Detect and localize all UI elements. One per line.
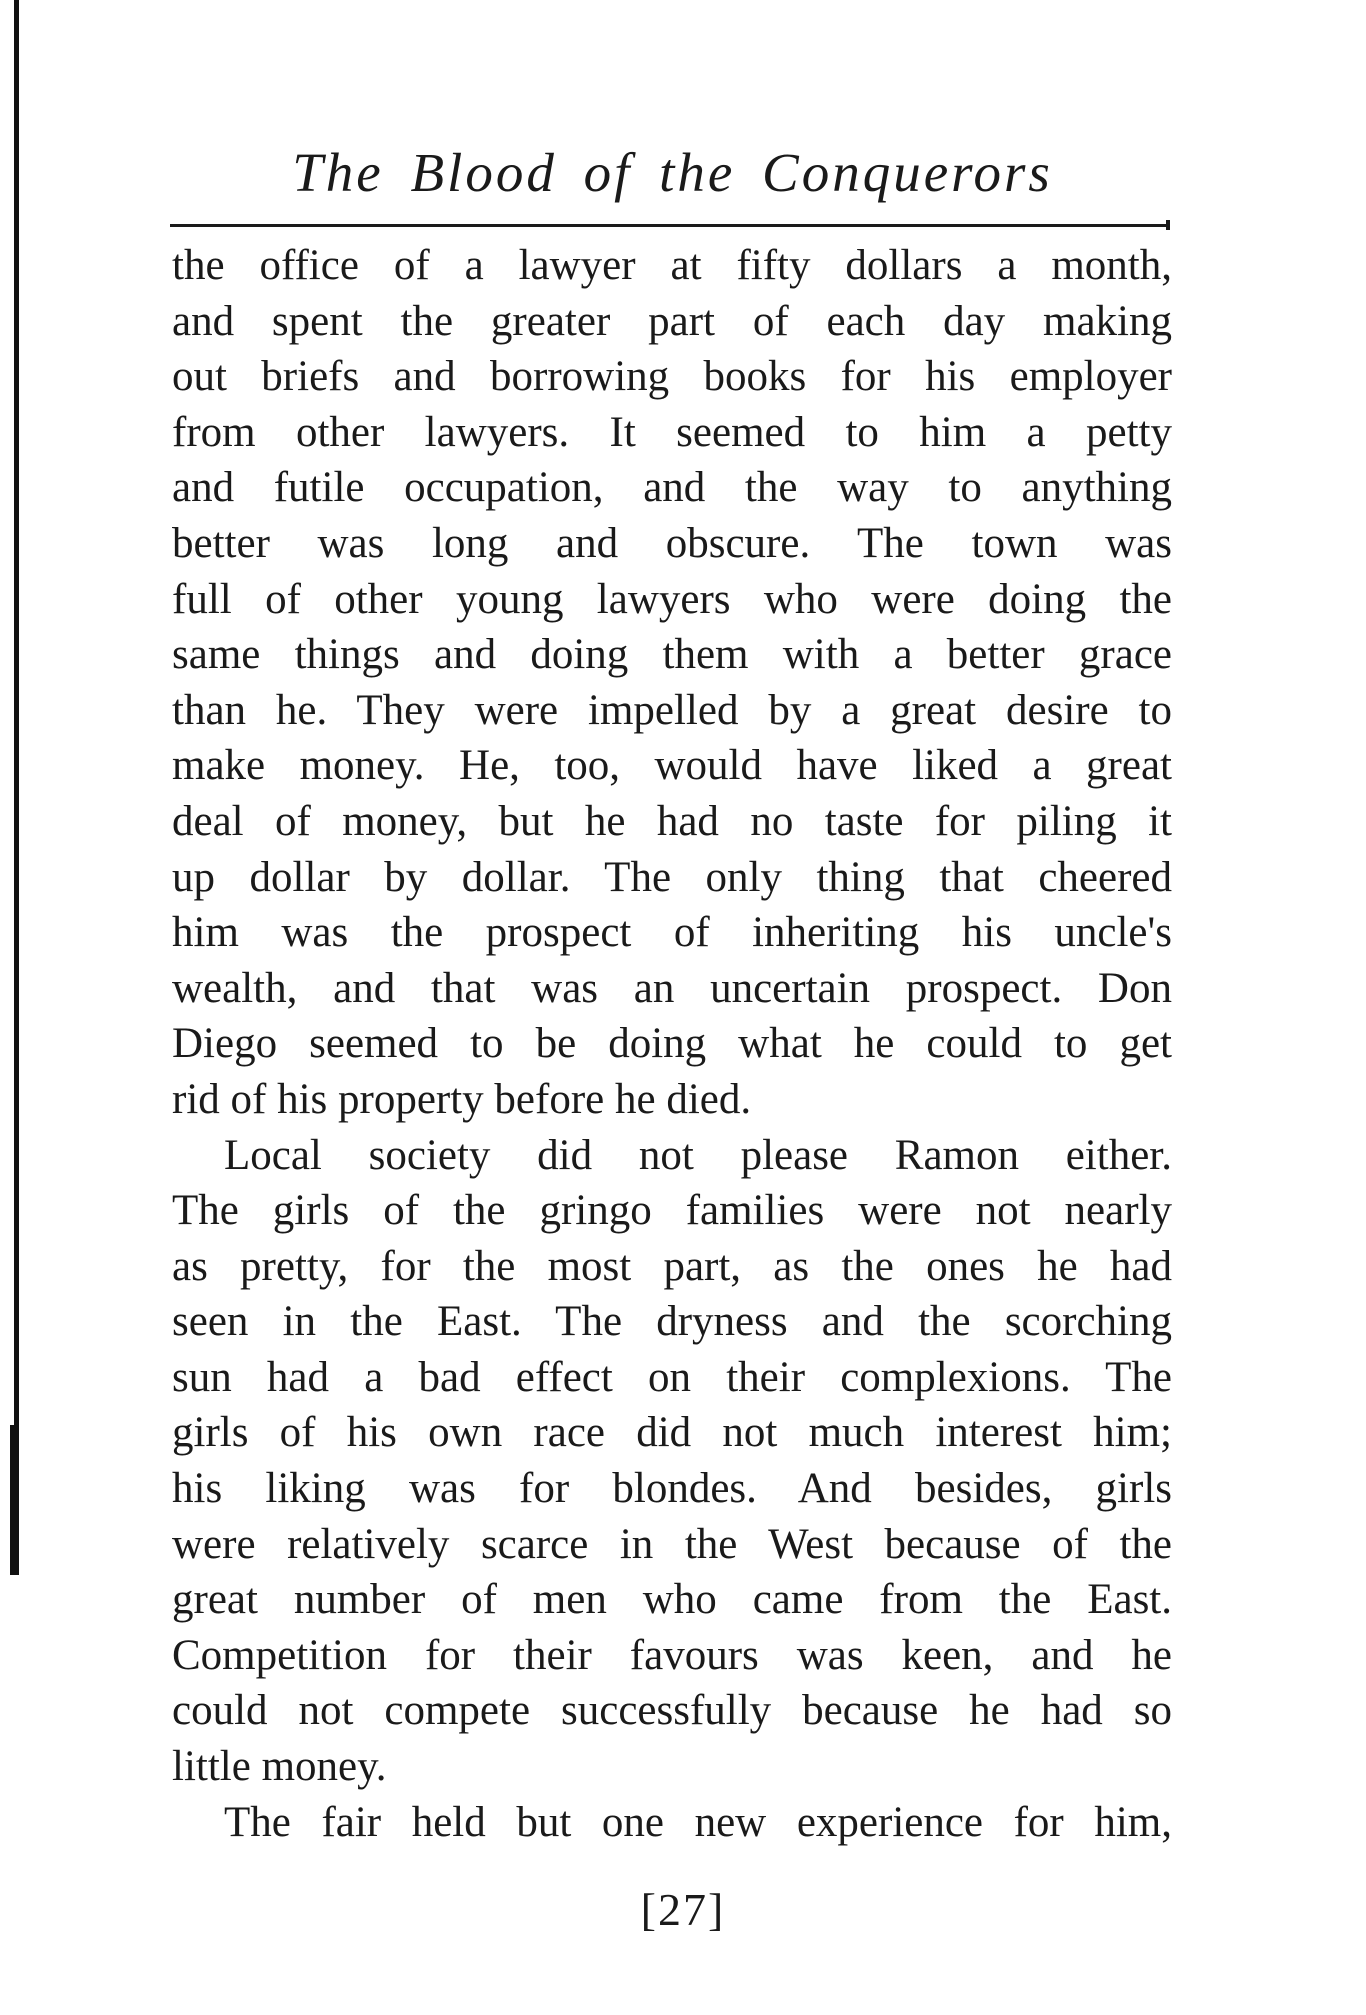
running-head: The Blood of the Conquerors (292, 142, 1053, 203)
text-line: little money. (172, 1743, 387, 1791)
text-line: Competition for their favours was keen, and he (172, 1631, 1172, 1679)
text-line: as pretty, for the most part, as the ones he had (172, 1242, 1172, 1290)
text-line: make money. He, too, would have liked a great (172, 742, 1172, 790)
text-line: Local society did not please Ramon either. (224, 1131, 1172, 1179)
header-rule (170, 224, 1170, 227)
text-line: deal of money, but he had no taste for piling it (172, 797, 1172, 845)
text-line: same things and doing them with a better grace (172, 631, 1172, 679)
text-line: out briefs and borrowing books for his employer (172, 353, 1172, 401)
text-line: his liking was for blondes. And besides, girls (172, 1465, 1172, 1513)
text-line: than he. They were impelled by a great desire to (172, 686, 1172, 734)
text-line: the office of a lawyer at fifty dollars a month, (172, 242, 1172, 289)
text-line: and futile occupation, and the way to anything (172, 464, 1172, 512)
binding-mark (10, 1425, 19, 1575)
text-line: from other lawyers. It seemed to him a petty (172, 408, 1172, 456)
text-line: full of other young lawyers who were doing the (172, 575, 1172, 623)
text-line: and spent the greater part of each day making (172, 297, 1172, 345)
text-line: him was the prospect of inheriting his uncle's (172, 909, 1172, 957)
text-line: were relatively scarce in the West because of the (172, 1520, 1172, 1568)
text-line: better was long and obscure. The town was (172, 519, 1172, 567)
text-line: sun had a bad effect on their complexions. The (172, 1353, 1172, 1401)
header-rule-end (1166, 220, 1170, 230)
text-line: The girls of the gringo families were not nearly (172, 1187, 1172, 1235)
text-line: Diego seemed to be doing what he could to get (172, 1020, 1172, 1068)
body-text (172, 238, 1172, 1850)
page-number: [27] (640, 1884, 726, 1935)
text-line: seen in the East. The dryness and the scorching (172, 1298, 1172, 1346)
binding-edge (14, 0, 19, 1560)
text-line: The fair held but one new experience for him, (224, 1798, 1172, 1846)
text-line: girls of his own race did not much interest him; (172, 1409, 1172, 1457)
text-line: wealth, and that was an uncertain prospect. Don (172, 964, 1172, 1012)
text-line: could not compete successfully because he had so (172, 1687, 1172, 1735)
text-line: rid of his property before he died. (172, 1075, 752, 1123)
text-line: great number of men who came from the East. (172, 1576, 1172, 1624)
text-line: up dollar by dollar. The only thing that cheered (172, 853, 1172, 901)
